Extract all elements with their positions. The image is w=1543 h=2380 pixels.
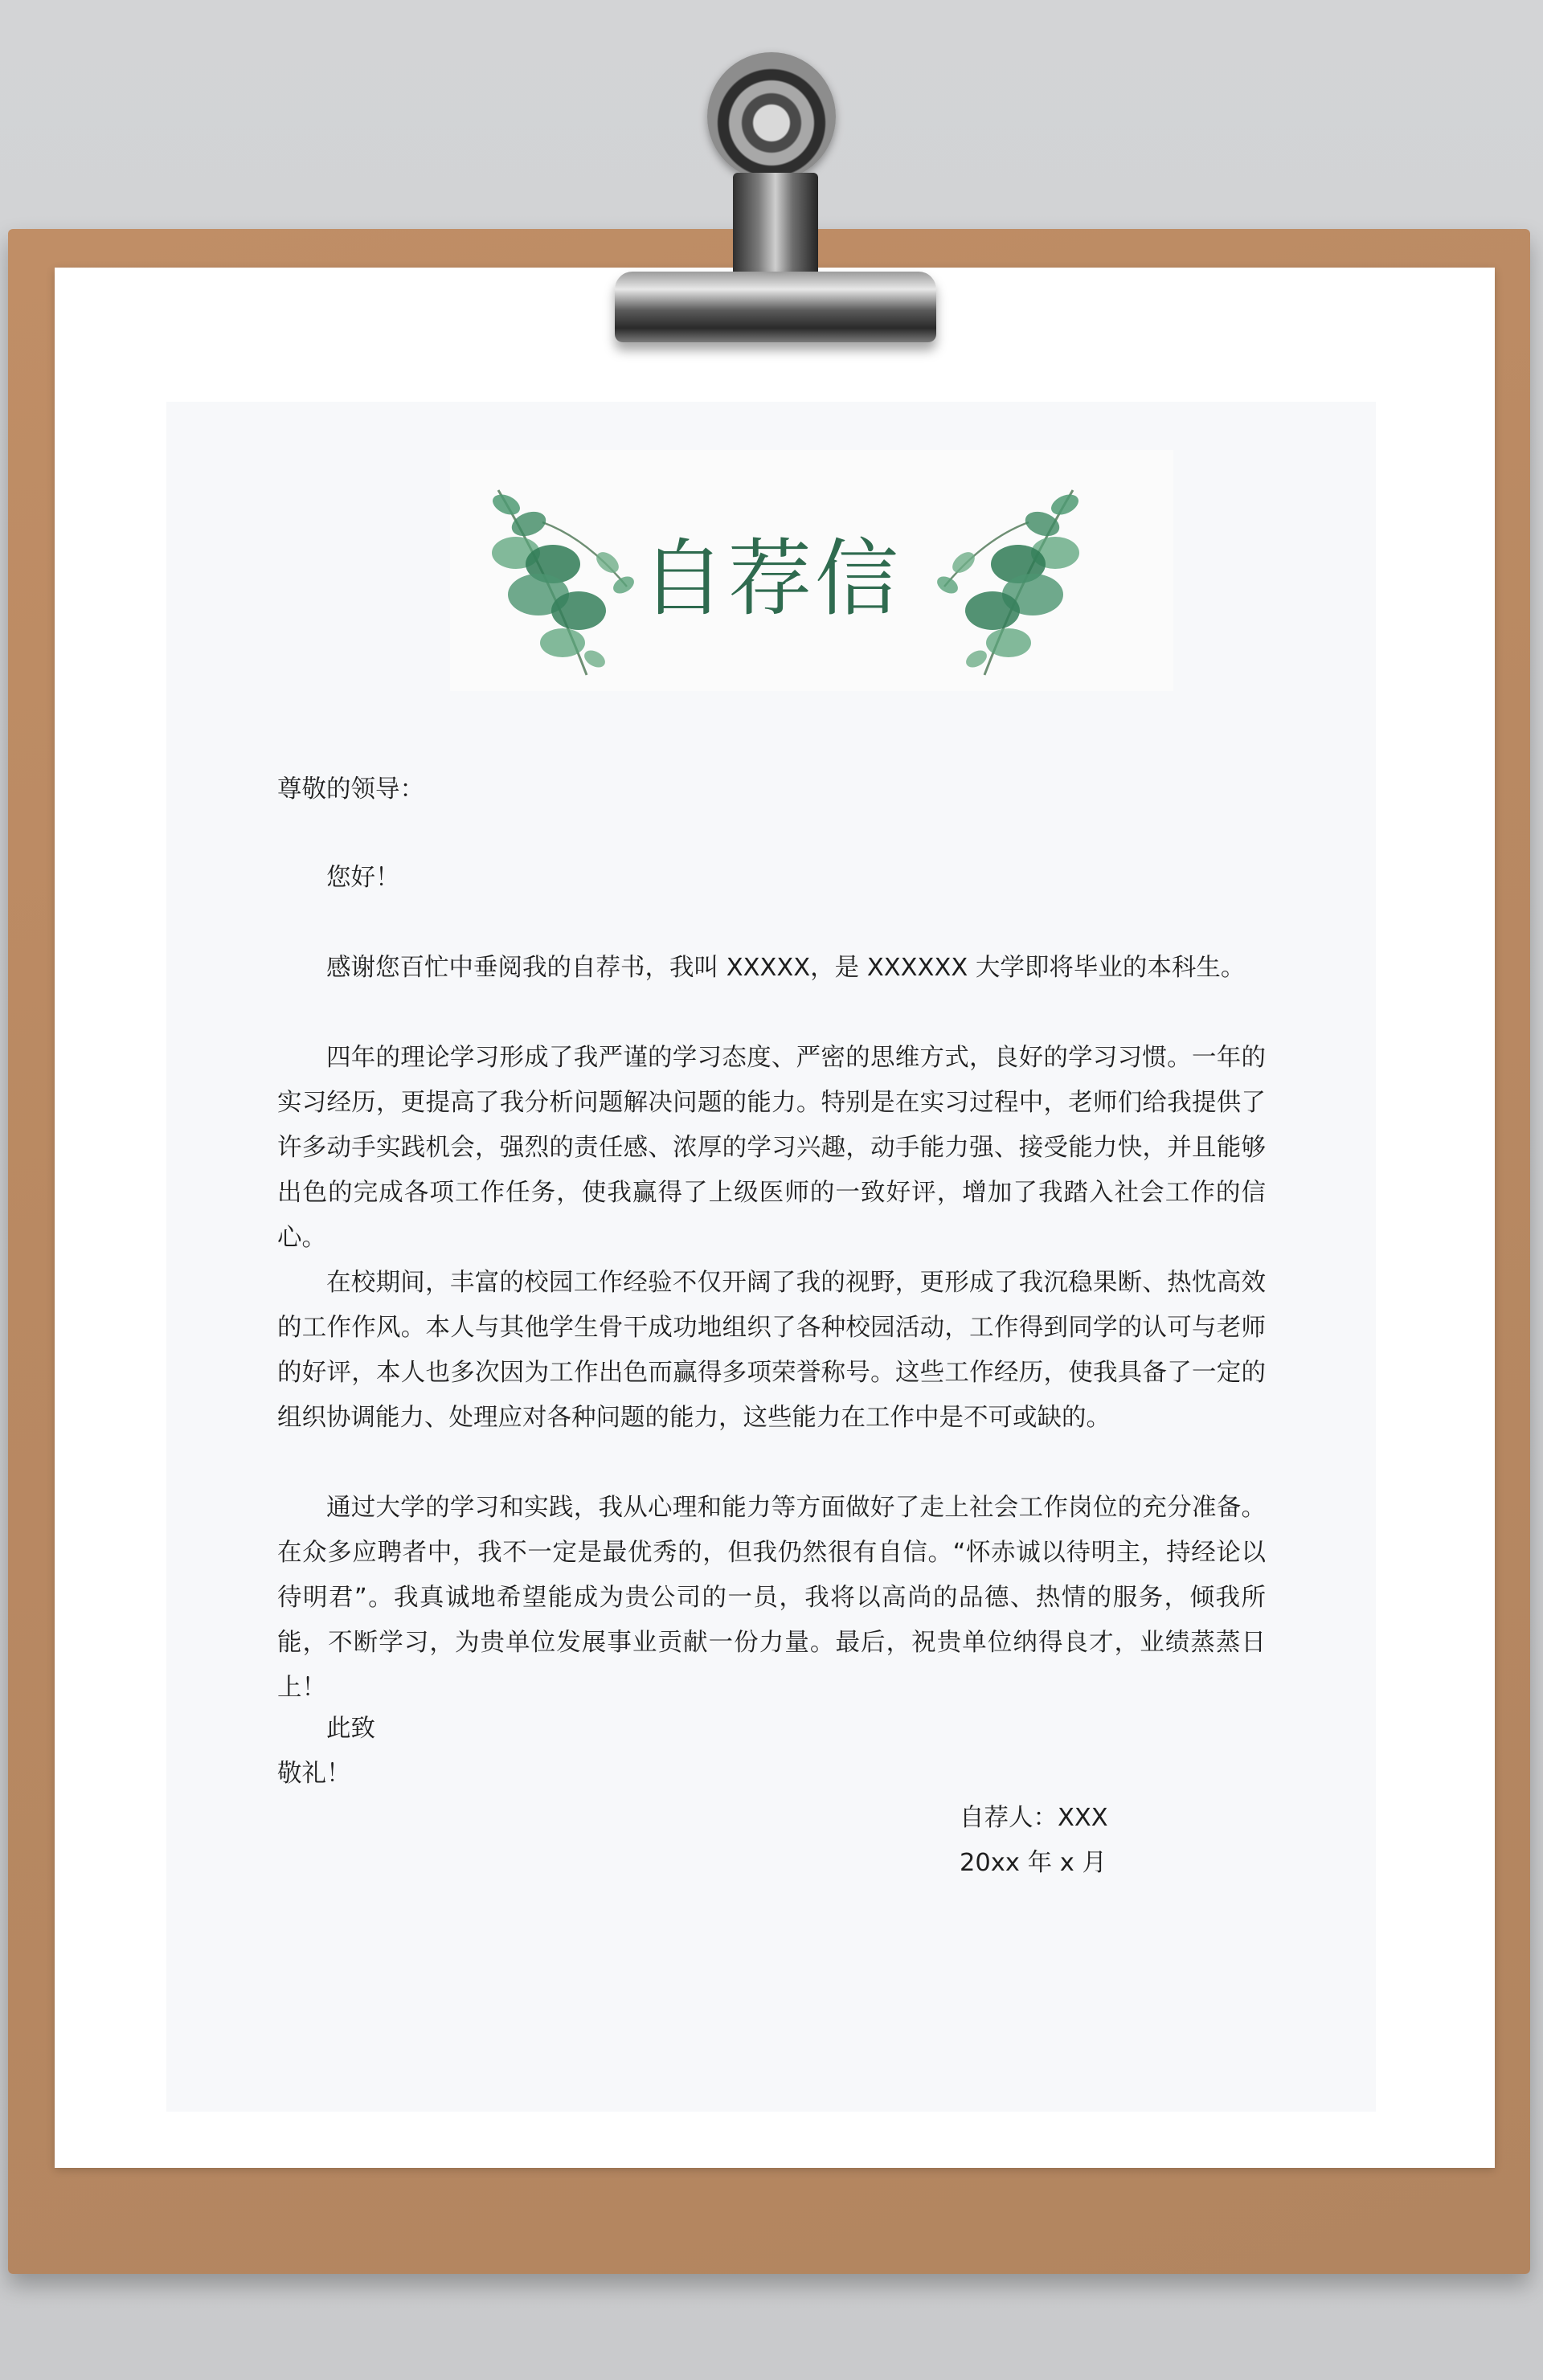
salutation: 尊敬的领导：: [277, 775, 424, 804]
letter-title: 自荐信: [641, 530, 902, 628]
paragraph-intro: 感谢您百忙中垂阅我的自荐书，我叫 XXXXX，是 XXXXXX 大学即将毕业的本科生。: [326, 954, 1246, 982]
clip-base: [615, 272, 936, 342]
clip-neck: [733, 173, 818, 277]
eucalyptus-right-decoration: [912, 474, 1105, 691]
binder-clip: [579, 48, 948, 358]
date: 20xx 年 x 月: [960, 1849, 1107, 1877]
regards: 敬礼！: [277, 1760, 351, 1788]
closing: 此致: [326, 1715, 375, 1743]
paragraph-study: 四年的理论学习形成了我严谨的学习态度、严密的思维方式，良好的学习习惯。一年的实习经历，更提高了我分析问题解决问题的能力。特别是在实习过程中，老师们给我提供了许多动手实践机会，强烈的责任感、浓厚的学习兴趣，动手能力强、接受能力快，并且能够出色的完成各项工作任务，使我赢得了上级医师的一致好评，增加了我踏入社会工作的信心。: [277, 1044, 1266, 1252]
clip-ring: [707, 52, 836, 181]
paragraph-readiness: 通过大学的学习和实践，我从心理和能力等方面做好了走上社会工作岗位的充分准备。在众多应聘者中，我不一定是最优秀的，但我仍然很有自信。“怀赤诚以待明主，持经论以待明君”。我真诚地希望能成为贵公司的一员，我将以高尚的品德、热情的服务，倾我所能，不断学习，为贵单位发展事业贡献一份力量。最后，祝贵单位纳得良才，业绩蒸蒸日上！: [277, 1494, 1266, 1702]
signer: 自荐人：XXX: [960, 1804, 1108, 1832]
paragraph-campus: 在校期间，丰富的校园工作经验不仅开阔了我的视野，更形成了我沉稳果断、热忱高效的工作作风。本人与其他学生骨干成功地组织了各种校园活动，工作得到同学的认可与老师的好评，本人也多次因为工作出色而赢得多项荣誉称号。这些工作经历，使我具备了一定的组织协调能力、处理应对各种问题的能力，这些能力在工作中是不可或缺的。: [277, 1269, 1266, 1432]
greeting: 您好！: [326, 864, 400, 892]
